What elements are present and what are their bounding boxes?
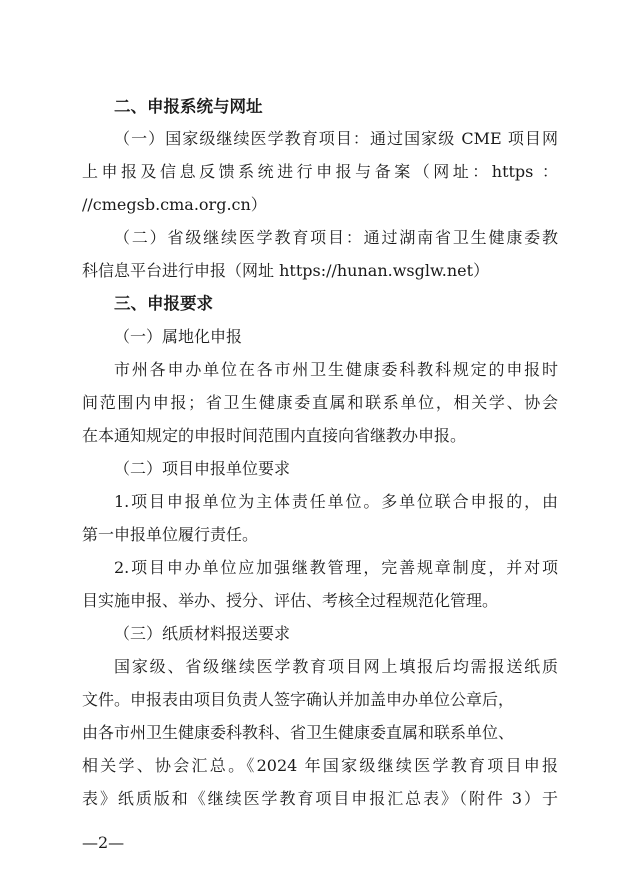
paragraph-line: 第一申报单位履行责任。 [82,525,259,544]
paragraph-line: 目实施申报、举办、授分、评估、考核全过程规范化管理。 [82,591,499,610]
page-number: —2— [82,833,125,852]
paragraph-line: 1.项目申报单位为主体责任单位。多单位联合申报的，由 [114,492,558,511]
paragraph-line: 文件。申报表由项目负责人签字确认并加盖申办单位公章后， [82,690,515,709]
paragraph-line: （二）省级继续医学教育项目：通过湖南省卫生健康委教 [114,228,558,247]
paragraph-line: （一）国家级继续医学教育项目：通过国家级 CME 项目网 [114,129,558,148]
paragraph-line: //cmegsb.cma.org.cn） [82,195,267,214]
paragraph-line: 间范围内申报；省卫生健康委直属和联系单位，相关学、协会 [82,393,558,412]
paragraph-line: 在本通知规定的申报时间范围内直接向省继教办申报。 [82,426,467,445]
paragraph-line: 国家级、省级继续医学教育项目网上填报后均需报送纸质 [114,657,558,676]
paragraph-line: 由各市州卫生健康委科教科、省卫生健康委直属和联系单位、 [82,723,515,742]
subsection-title: （三）纸质材料报送要求 [114,624,291,643]
subsection-title: （二）项目申报单位要求 [114,459,291,478]
paragraph-line: 2.项目申办单位应加强继教管理，完善规章制度，并对项 [114,558,558,577]
section-3-heading: 三、申报要求 [114,294,213,313]
paragraph-line: 市州各申办单位在各市州卫生健康委科教科规定的申报时 [114,360,558,379]
paragraph-line: 上申报及信息反馈系统进行申报与备案（网址：https ： [82,162,558,181]
paragraph-line: 表》纸质版和《继续医学教育项目申报汇总表》（附件 3）于 [82,789,558,808]
subsection-title: （一）属地化申报 [114,327,243,346]
paragraph-line: 相关学、协会汇总。《2024 年国家级继续医学教育项目申报 [82,756,558,775]
section-2-heading: 二、申报系统与网址 [114,97,263,116]
paragraph-line: 科信息平台进行申报（网址 https://hunan.wsglw.net） [82,261,490,280]
